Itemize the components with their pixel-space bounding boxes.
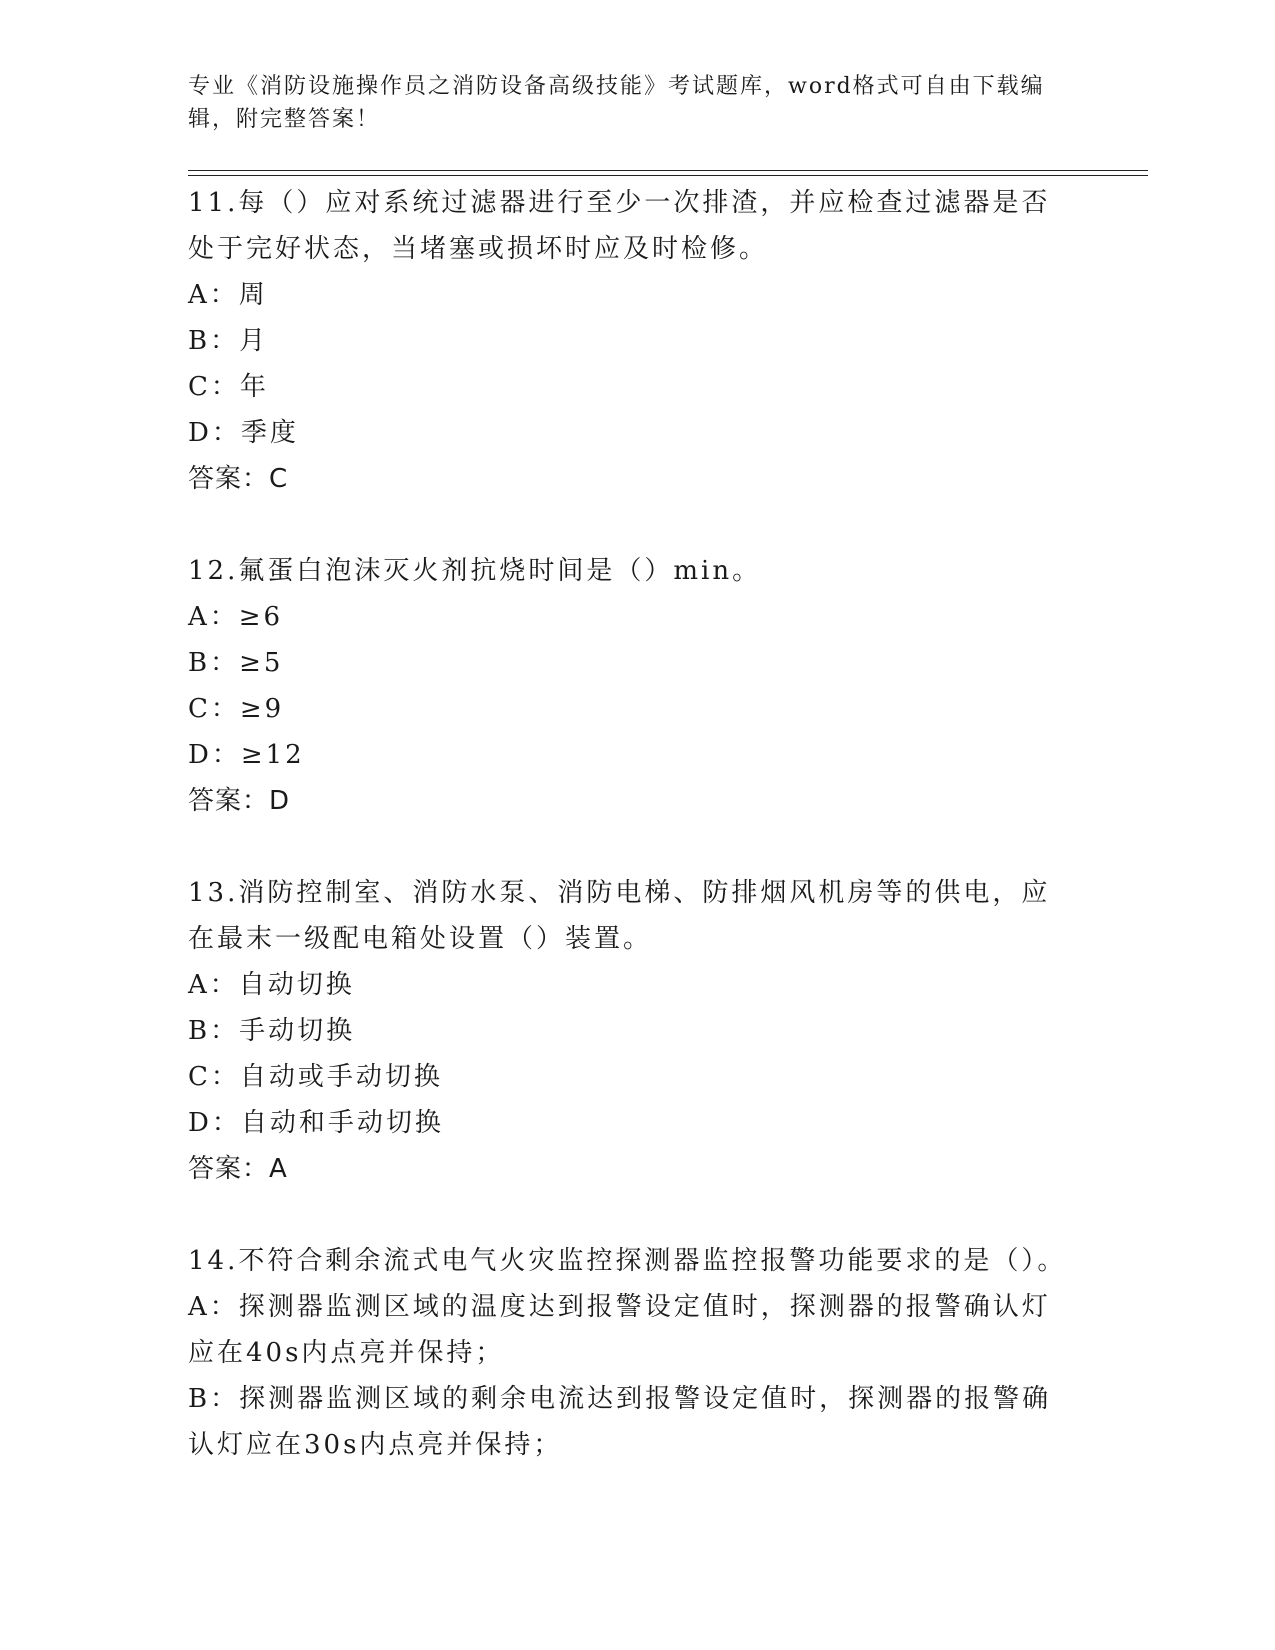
question-stem: 12.氟蛋白泡沫灭火剂抗烧时间是（）min。 — [188, 556, 762, 586]
option-c: C：自动或手动切换 — [188, 1062, 443, 1092]
option-b: B：月 — [188, 326, 269, 356]
document-intro: 专业《消防设施操作员之消防设备高级技能》考试题库，word格式可自由下载编辑，附完整答案！ — [188, 74, 1045, 132]
option-b: B：手动切换 — [188, 1016, 356, 1046]
option-a: A：周 — [188, 280, 268, 310]
question-stem: 11.每（）应对系统过滤器进行至少一次排渣，并应检查过滤器是否处于完好状态，当堵塞或损坏时应及时检修。 — [188, 188, 1051, 264]
option-c: C：年 — [188, 372, 269, 402]
question-14 — [188, 1238, 1148, 1468]
document-page — [188, 70, 1148, 1514]
option-d: D：≥12 — [188, 740, 305, 770]
option-b: B：≥5 — [188, 648, 284, 678]
option-d: D：季度 — [188, 418, 299, 448]
question-13 — [188, 870, 1148, 1192]
question-11 — [188, 180, 1148, 502]
answer-line: 答案：D — [188, 786, 291, 816]
answer-line: 答案：C — [188, 464, 289, 494]
option-c: C：≥9 — [188, 694, 285, 724]
header-double-rule — [188, 170, 1148, 176]
question-stem: 14.不符合剩余流式电气火灾监控探测器监控报警功能要求的是（）。 — [188, 1246, 1067, 1276]
option-a: A：≥6 — [188, 602, 284, 632]
option-d: D：自动和手动切换 — [188, 1108, 444, 1138]
option-b: B：探测器监测区域的剩余电流达到报警设定值时，探测器的报警确认灯应在30s内点亮并保持； — [188, 1384, 1052, 1460]
question-12 — [188, 548, 1148, 824]
option-a: A：探测器监测区域的温度达到报警设定值时，探测器的报警确认灯应在40s内点亮并保持； — [188, 1292, 1051, 1368]
question-stem: 13.消防控制室、消防水泵、消防电梯、防排烟风机房等的供电，应在最末一级配电箱处设置（）装置。 — [188, 878, 1051, 954]
option-a: A：自动切换 — [188, 970, 355, 1000]
answer-line: 答案：A — [188, 1154, 288, 1184]
